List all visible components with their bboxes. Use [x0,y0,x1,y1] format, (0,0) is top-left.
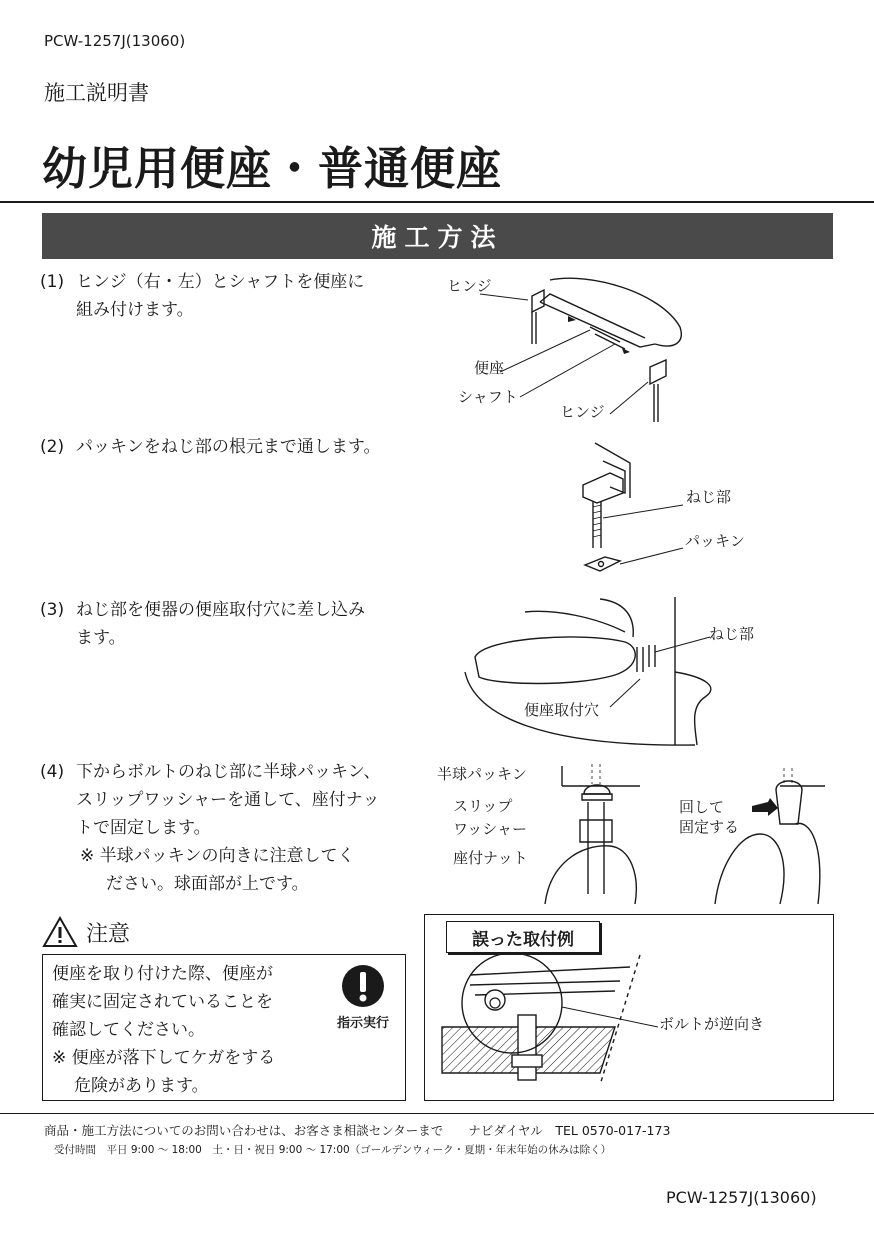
step-number: (3) [40,600,65,620]
step-number: (2) [40,437,65,457]
wrong-example-label: ボルトが逆向き [659,1015,765,1033]
wrong-example-tag: 誤った取付例 [446,921,600,953]
figure-label: 座付ナット [453,849,528,867]
caution-heading-text: 注意 [86,921,131,947]
figure-label: 回して [679,798,725,816]
step-text: 組み付けます。 [76,300,194,320]
figure-label: ヒンジ [560,403,605,421]
step-text: ヒンジ（右・左）とシャフトを便座に [76,272,365,292]
step-text: スリップワッシャーを通して、座付ナッ [76,790,380,810]
figure-label: ねじ部 [686,488,732,506]
caution-text: 便座を取り付けた際、便座が 確実に固定されていることを 確認してください。 ※ 便座が落下してケガをする 危険があります。 [52,960,275,1100]
document-type: 施工説明書 [44,81,149,105]
step-1 [40,268,364,324]
step-text: ます。 [76,628,126,648]
figure-label: スリップ [453,797,513,815]
mandatory-action-icon [341,964,385,1008]
warning-triangle-icon [42,916,78,948]
figure-label: 固定する [679,818,740,836]
figure-label: シャフト [458,388,518,406]
step-number: (4) [40,762,65,782]
step-4 [40,758,380,898]
footer-divider [0,1113,874,1114]
title-divider [0,201,874,203]
mandatory-action-badge [332,964,394,1031]
figure-label: 半球パッキン [437,765,527,783]
figure-label: ねじ部 [709,625,755,643]
step-text: ねじ部を便器の便座取付穴に差し込み [76,600,365,620]
model-number-footer: PCW-1257J(13060) [666,1188,817,1207]
step-text: パッキンをねじ部の根元まで通します。 [76,437,381,457]
contact-info: 商品・施工方法についてのお問い合わせは、お客さま相談センターまで ナビダイヤル TEL 0570-017-173 [44,1123,671,1138]
step-number: (1) [40,272,65,292]
step-2 [40,433,380,461]
figure-label: 便座 [474,359,505,377]
business-hours: 受付時間 平日 9:00 ～ 18:00 土・日・祝日 9:00 ～ 17:00（ゴールデンウィーク・夏期・年末年始の休みは除く） [54,1144,612,1156]
figure-label: パッキン [685,532,745,550]
figure-label: ワッシャー [453,820,527,838]
gasket-illustration [575,443,755,578]
step-3 [40,596,365,652]
figure-label: 便座取付穴 [524,701,600,719]
section-header [42,213,833,259]
step-note: ※ 半球パッキンの向きに注意してく ださい。球面部が上です。 [80,846,355,894]
section-title: 施工方法 [371,223,504,252]
step-text: トで固定します。 [76,818,211,838]
mandatory-action-label: 指示実行 [336,1016,389,1031]
step-text: 下からボルトのねじ部に半球パッキン、 [76,762,381,782]
model-number: PCW-1257J(13060) [44,32,186,50]
page-title: 幼児用便座・普通便座 [42,142,503,195]
figure-label: ヒンジ [447,277,492,295]
caution-heading [42,916,130,948]
caution-note: ※ 便座が落下してケガをする 危険があります。 [52,1048,276,1096]
insert-bolt-illustration [465,597,765,747]
